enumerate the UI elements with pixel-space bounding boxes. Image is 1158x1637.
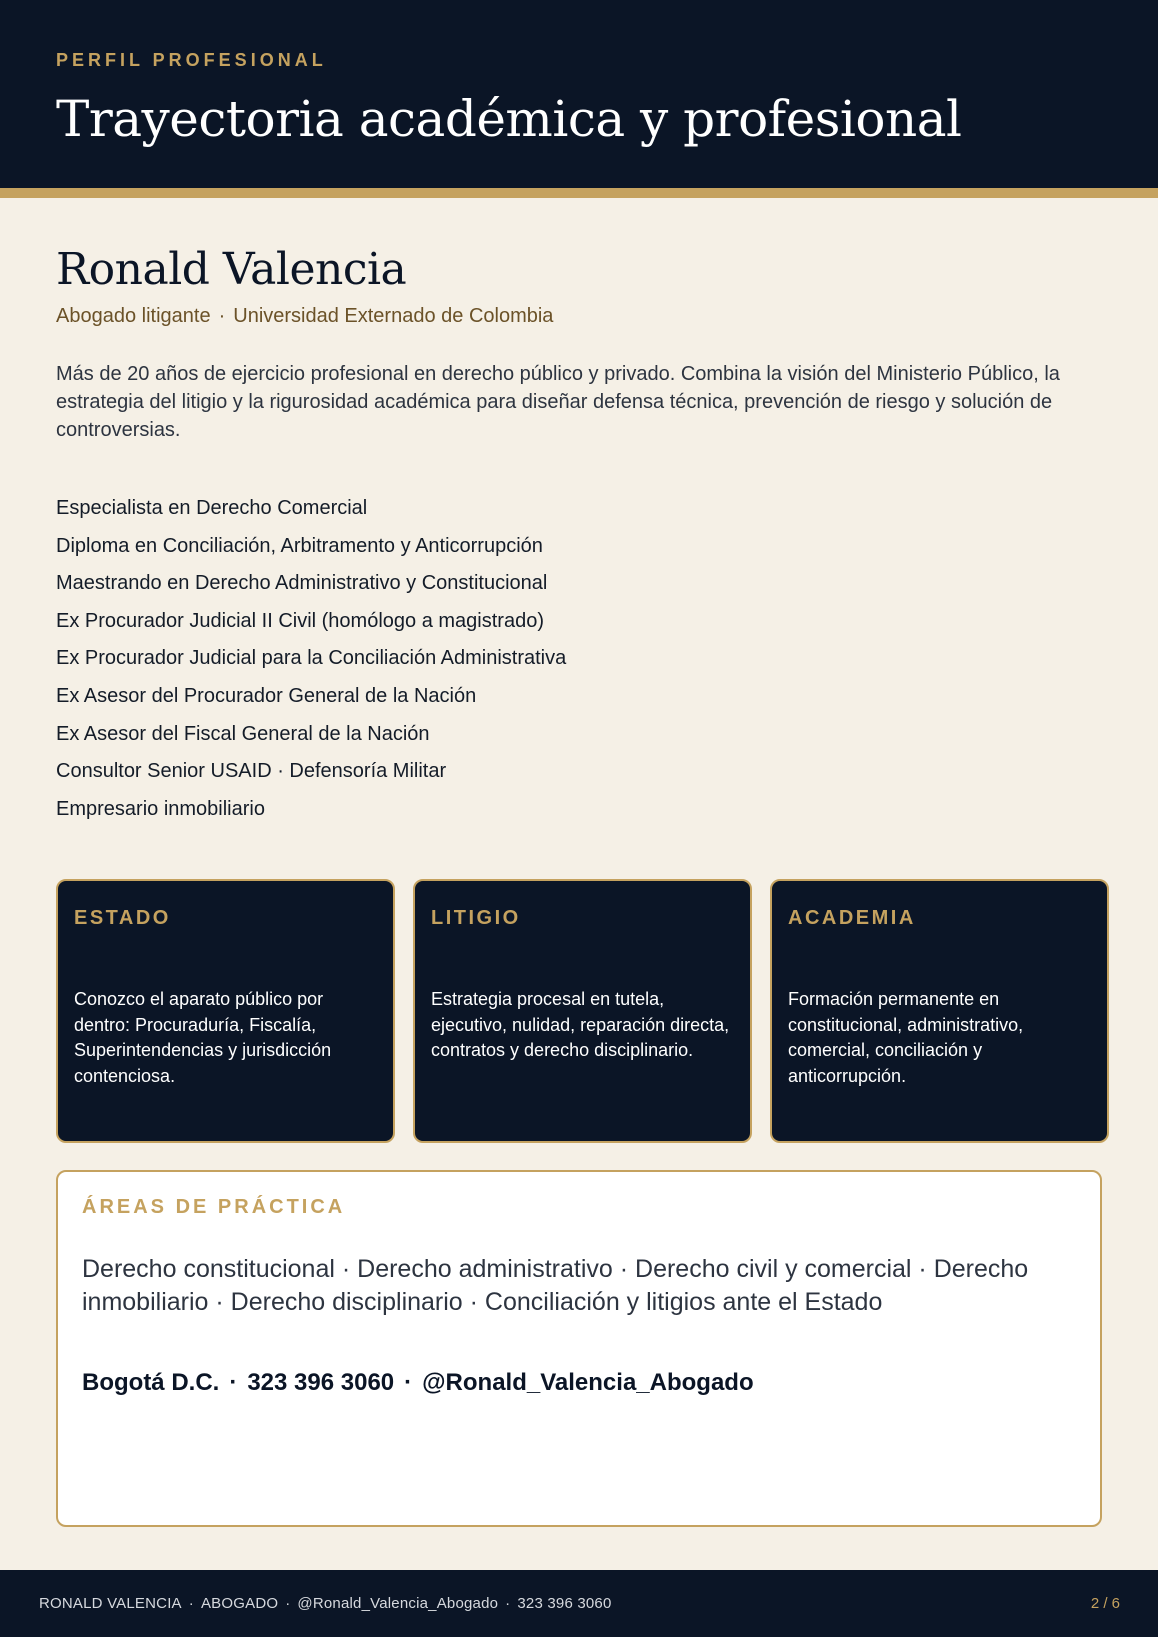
highlight-cards: [56, 879, 1109, 1143]
page-footer: [0, 1570, 1158, 1637]
profile-summary: Más de 20 años de ejercicio profesional en derecho público y privado. Combina la visión del Ministerio Público, la estrategia del litigio y la rigurosidad académica para diseñar defensa técnica, prevención de riesgo y solución de controversias.: [56, 363, 1060, 441]
footer-info: [39, 1595, 612, 1612]
practice-label: ÁREAS DE PRÁCTICA: [82, 1196, 346, 1218]
contact-line: [82, 1369, 1076, 1397]
card-label: ACADEMIA: [788, 907, 916, 929]
card-academia: [770, 879, 1109, 1143]
profile-name: Ronald Valencia: [56, 244, 407, 295]
footer-name: RONALD VALENCIA: [39, 1595, 182, 1612]
contact-phone: 323 396 3060: [247, 1369, 395, 1396]
separator-dot: ·: [218, 305, 226, 327]
practice-areas-text: Derecho constitucional · Derecho administrativo · Derecho civil y comercial · Derecho inmobiliario · Derecho disciplinario · Conciliación y litigios ante el Estado: [82, 1255, 1029, 1316]
page-number: 2 / 6: [1090, 1595, 1120, 1612]
credentials-list: [56, 490, 566, 828]
footer-role: ABOGADO: [200, 1595, 279, 1612]
credential-item: Ex Asesor del Fiscal General de la Nación: [56, 722, 430, 745]
card-litigio: [413, 879, 752, 1143]
separator-dot: ·: [188, 1595, 194, 1612]
credential-item: Especialista en Derecho Comercial: [56, 497, 368, 519]
card-estado: [56, 879, 395, 1143]
credential-item: Consultor Senior USAID · Defensoría Militar: [56, 760, 447, 783]
header-eyebrow: PERFIL PROFESIONAL: [56, 50, 327, 70]
footer-phone: 323 396 3060: [517, 1595, 612, 1612]
credential-item: Diploma en Conciliación, Arbitramento y Anticorrupción: [56, 534, 543, 557]
profile-role: Abogado litigante: [56, 305, 211, 327]
separator-dot: ·: [404, 1369, 413, 1396]
contact-handle: @Ronald_Valencia_Abogado: [422, 1369, 754, 1396]
credential-item: Ex Procurador Judicial para la Conciliación Administrativa: [56, 647, 567, 670]
card-text: Formación permanente en constitucional, administrativo, comercial, conciliación y anticorrupción.: [788, 989, 1024, 1086]
card-label: LITIGIO: [431, 907, 521, 929]
separator-dot: ·: [505, 1595, 511, 1612]
credential-item: Empresario inmobiliario: [56, 797, 265, 820]
profile-university: Universidad Externado de Colombia: [233, 305, 554, 327]
credential-item: Ex Procurador Judicial II Civil (homólogo a magistrado): [56, 609, 544, 632]
card-text: Conozco el aparato público por dentro: Procuraduría, Fiscalía, Superintendencias y jurisdicción contenciosa.: [74, 989, 332, 1086]
credential-item: Maestrando en Derecho Administrativo y Constitucional: [56, 572, 548, 595]
separator-dot: ·: [285, 1595, 291, 1612]
separator-dot: ·: [229, 1369, 238, 1396]
profile-subtitle: [56, 305, 553, 328]
card-label: ESTADO: [74, 907, 171, 929]
practice-areas-panel: [56, 1170, 1102, 1527]
credential-item: Ex Asesor del Procurador General de la Nación: [56, 684, 477, 707]
footer-handle: @Ronald_Valencia_Abogado: [297, 1595, 499, 1612]
page-header: [0, 0, 1158, 198]
page-title: Trayectoria académica y profesional: [56, 90, 962, 148]
contact-city: Bogotá D.C.: [82, 1369, 220, 1396]
card-text: Estrategia procesal en tutela, ejecutivo, nulidad, reparación directa, contratos y derecho disciplinario.: [431, 989, 730, 1060]
